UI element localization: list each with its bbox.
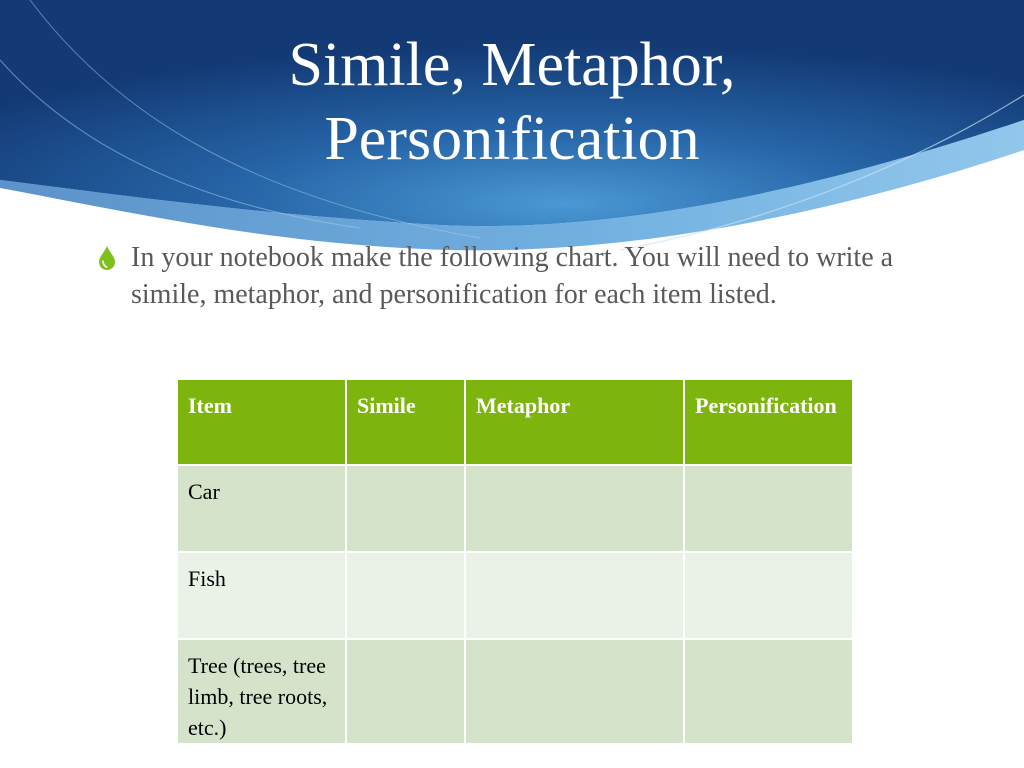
notebook-chart-table: [176, 378, 854, 745]
header-item: Item: [177, 379, 346, 465]
metaphor-cell: [465, 552, 684, 639]
simile-cell: [346, 465, 465, 552]
table-row: [177, 639, 853, 744]
item-cell: Tree (trees, tree limb, tree roots, etc.): [177, 639, 346, 744]
header-personification: Personification: [684, 379, 853, 465]
simile-cell: [346, 639, 465, 744]
metaphor-cell: [465, 465, 684, 552]
header-simile: Simile: [346, 379, 465, 465]
header-metaphor: Metaphor: [465, 379, 684, 465]
instruction-text: In your notebook make the following chart. You will need to write a simile, metaphor, and personification for each item listed.: [131, 242, 894, 310]
personification-cell: [684, 465, 853, 552]
slide-title: [0, 28, 1024, 176]
personification-cell: [684, 639, 853, 744]
slide-title-line-2: Personification: [324, 105, 700, 173]
drop-bullet-icon: [96, 245, 118, 271]
table-row: [177, 465, 853, 552]
item-cell: Car: [177, 465, 346, 552]
item-cell: Fish: [177, 552, 346, 639]
table-header-row: [177, 379, 853, 465]
personification-cell: [684, 552, 853, 639]
simile-cell: [346, 552, 465, 639]
slide-title-line-1: Simile, Metaphor,: [288, 31, 736, 99]
table-row: [177, 552, 853, 639]
metaphor-cell: [465, 639, 684, 744]
